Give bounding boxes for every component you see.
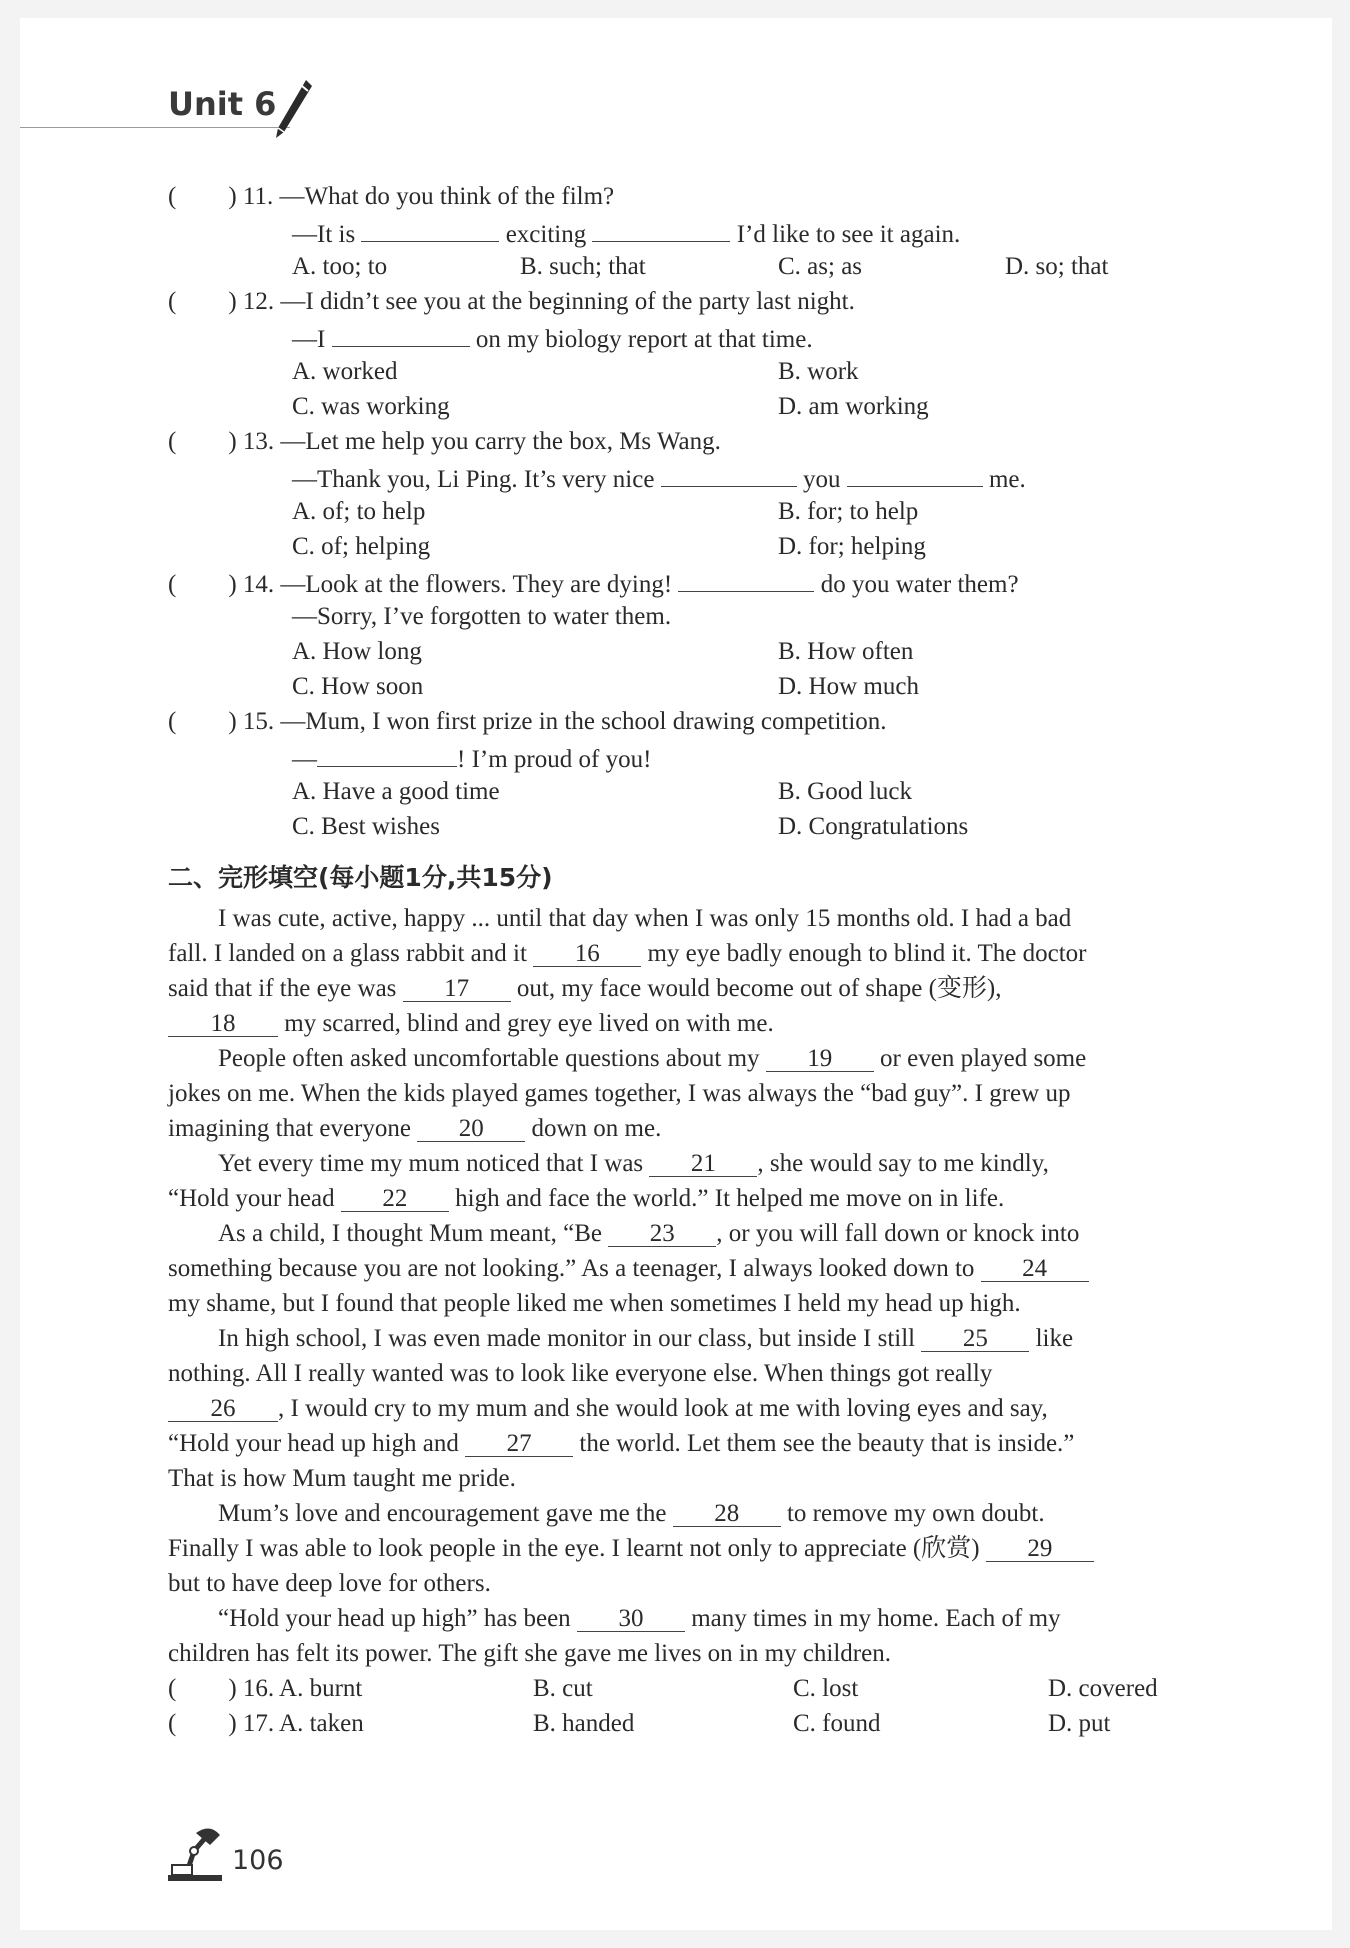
option-14b: B. How often (778, 638, 914, 665)
cloze-blank-17[interactable]: 17 (403, 977, 511, 1002)
cloze-blank-23[interactable]: 23 (608, 1222, 716, 1247)
passage-line: “Hold your head 22 high and face the world.” It helped me move on in life. (168, 1185, 1005, 1212)
passage-line: Yet every time my mum noticed that I was 21 , she would say to me kindly, (218, 1150, 1049, 1177)
question-13-reply: —Thank you, Li Ping. It’s very nice you me. (292, 462, 1026, 495)
option-12a: A. worked (292, 358, 398, 385)
option-15b: B. Good luck (778, 778, 913, 805)
option-15c: C. Best wishes (292, 813, 440, 840)
answer-blank[interactable] (661, 462, 797, 487)
option-13c: C. of; helping (292, 533, 431, 560)
option-11b: B. such; that (520, 253, 646, 280)
passage-line: nothing. All I really wanted was to look like everyone else. When things got really (168, 1360, 993, 1387)
option-13d: D. for; helping (778, 533, 926, 560)
passage-line: jokes on me. When the kids played games together, I was always the “bad guy”. I grew up (168, 1080, 1071, 1107)
question-15-reply: — ! I’m proud of you! (292, 742, 651, 775)
option-17b: B. handed (533, 1710, 635, 1737)
option-14a: A. How long (292, 638, 422, 665)
passage-line: 26 , I would cry to my mum and she would look at me with loving eyes and say, (168, 1394, 1048, 1424)
passage-line: 18 my scarred, blind and grey eye lived on with me. (168, 1009, 774, 1039)
option-14c: C. How soon (292, 673, 424, 700)
option-13b: B. for; to help (778, 498, 919, 525)
passage-line: but to have deep love for others. (168, 1570, 491, 1597)
cloze-blank-20[interactable]: 20 (417, 1117, 525, 1142)
cloze-blank-22[interactable]: 22 (341, 1187, 449, 1212)
passage-line: my shame, but I found that people liked me when sometimes I held my head up high. (168, 1290, 1021, 1317)
passage-line: imagining that everyone 20 down on me. (168, 1115, 662, 1142)
cloze-question-16: ( ) 16. A. burnt (168, 1675, 363, 1702)
passage-line: “Hold your head up high and 27 the world. Let them see the beauty that is inside.” (168, 1430, 1075, 1457)
cloze-blank-25[interactable]: 25 (921, 1327, 1029, 1352)
cloze-blank-19[interactable]: 19 (766, 1047, 874, 1072)
cloze-blank-30[interactable]: 30 (577, 1607, 685, 1632)
option-13a: A. of; to help (292, 498, 426, 525)
question-14-stem: ( ) 14. —Look at the flowers. They are dying! do you water them? (168, 567, 1019, 600)
answer-blank[interactable] (361, 217, 499, 242)
cloze-blank-16[interactable]: 16 (533, 942, 641, 967)
page-number: 106 (232, 1845, 284, 1876)
desk-lamp-icon (166, 1825, 226, 1883)
option-16b: B. cut (533, 1675, 593, 1702)
option-11a: A. too; to (292, 253, 388, 280)
answer-blank[interactable] (317, 742, 457, 767)
option-15d: D. Congratulations (778, 813, 969, 840)
option-12c: C. was working (292, 393, 450, 420)
passage-line: People often asked uncomfortable questions about my 19 or even played some (218, 1045, 1087, 1072)
question-12-reply: —I on my biology report at that time. (292, 322, 813, 355)
option-16d: D. covered (1048, 1675, 1158, 1702)
cloze-blank-18[interactable]: 18 (168, 1012, 278, 1037)
option-17d: D. put (1048, 1710, 1111, 1737)
passage-line: I was cute, active, happy ... until that day when I was only 15 months old. I had a bad (218, 905, 1072, 932)
option-12d: D. am working (778, 393, 929, 420)
cloze-blank-24[interactable]: 24 (981, 1257, 1089, 1282)
answer-blank[interactable] (678, 567, 814, 592)
option-11c: C. as; as (778, 253, 863, 280)
option-17c: C. found (793, 1710, 881, 1737)
passage-line: children has felt its power. The gift she gave me lives on in my children. (168, 1640, 891, 1667)
cloze-blank-27[interactable]: 27 (465, 1432, 573, 1457)
section-heading: 二、完形填空(每小题1分,共15分) (168, 863, 553, 892)
option-12b: B. work (778, 358, 859, 385)
passage-line: Finally I was able to look people in the eye. I learnt not only to appreciate (欣赏) 29 (168, 1534, 1094, 1564)
option-15a: A. Have a good time (292, 778, 500, 805)
answer-blank[interactable] (332, 322, 470, 347)
question-13-stem: ( ) 13. —Let me help you carry the box, Ms Wang. (168, 428, 721, 455)
question-15-stem: ( ) 15. —Mum, I won first prize in the school drawing competition. (168, 708, 887, 735)
passage-line: As a child, I thought Mum meant, “Be 23 , or you will fall down or knock into (218, 1220, 1080, 1247)
question-11-stem: ( ) 11. —What do you think of the film? (168, 183, 615, 210)
option-11d: D. so; that (1005, 253, 1109, 280)
passage-line: fall. I landed on a glass rabbit and it 16 my eye badly enough to blind it. The doctor (168, 940, 1087, 967)
passage-line: Mum’s love and encouragement gave me the 28 to remove my own doubt. (218, 1500, 1045, 1527)
header-rule (20, 127, 290, 128)
passage-line: “Hold your head up high” has been 30 many times in my home. Each of my (218, 1605, 1061, 1632)
pen-icon (272, 78, 314, 140)
cloze-blank-21[interactable]: 21 (649, 1152, 757, 1177)
passage-line: said that if the eye was 17 out, my face would become out of shape (变形), (168, 975, 1002, 1002)
question-14-reply: —Sorry, I’ve forgotten to water them. (292, 603, 672, 630)
answer-blank[interactable] (592, 217, 730, 242)
question-12-stem: ( ) 12. —I didn’t see you at the beginning of the party last night. (168, 288, 855, 315)
option-14d: D. How much (778, 673, 919, 700)
passage-line: In high school, I was even made monitor in our class, but inside I still 25 like (218, 1325, 1074, 1352)
passage-line: something because you are not looking.” As a teenager, I always looked down to 24 (168, 1254, 1089, 1284)
answer-blank[interactable] (847, 462, 983, 487)
cloze-blank-29[interactable]: 29 (986, 1537, 1094, 1562)
cloze-question-17: ( ) 17. A. taken (168, 1710, 364, 1737)
passage-line: That is how Mum taught me pride. (168, 1465, 516, 1492)
option-16c: C. lost (793, 1675, 859, 1702)
cloze-blank-26[interactable]: 26 (168, 1397, 278, 1422)
unit-title: Unit 6 (168, 85, 277, 123)
cloze-blank-28[interactable]: 28 (673, 1502, 781, 1527)
question-11-reply: —It is exciting I’d like to see it again. (292, 217, 960, 250)
